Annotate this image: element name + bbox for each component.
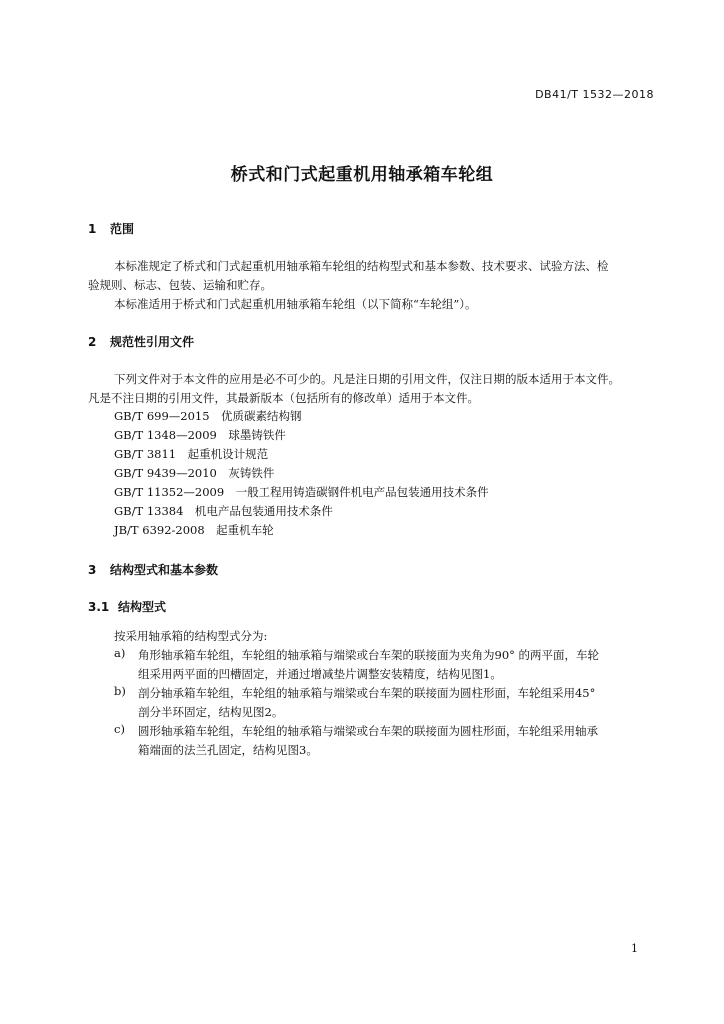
section-3-heading — [88, 561, 218, 578]
paragraph-line: 验规则、标志、包装、运输和贮存。 — [88, 278, 272, 292]
reference-item: GB/T 9439—2010 灰铸铁件 — [114, 466, 275, 480]
list-item-marker: b) — [114, 684, 126, 698]
page-number: 1 — [631, 942, 638, 955]
document-code: DB41/T 1532—2018 — [535, 88, 654, 101]
paragraph-line: 本标准适用于桥式和门式起重机用轴承箱车轮组（以下简称“车轮组”）。 — [114, 297, 477, 311]
section-title: 规范性引用文件 — [110, 335, 195, 349]
subsection-title: 结构型式 — [118, 600, 167, 614]
paragraph-line: 凡是不注日期的引用文件，其最新版本（包括所有的修改单）适用于本文件。 — [88, 391, 479, 405]
list-item-marker: c) — [114, 722, 125, 736]
document-title: 桥式和门式起重机用轴承箱车轮组 — [230, 165, 494, 185]
reference-item: GB/T 3811 起重机设计规范 — [114, 447, 269, 461]
list-item-line: 剖分半环固定，结构见图2。 — [138, 705, 284, 719]
paragraph-line: 按采用轴承箱的结构型式分为: — [114, 629, 268, 643]
subsection-number: 3.1 — [88, 600, 110, 614]
reference-item: GB/T 11352—2009 一般工程用铸造碳钢件机电产品包装通用技术条件 — [114, 485, 489, 499]
section-2-heading — [88, 333, 194, 350]
section-number: 1 — [88, 222, 97, 236]
subsection-3-1-heading — [88, 598, 166, 615]
list-item-line: 角形轴承箱车轮组，车轮组的轴承箱与端梁或台车架的联接面为夹角为90° 的两平面，车轮 — [138, 648, 600, 662]
list-item-line: 圆形轴承箱车轮组，车轮组的轴承箱与端梁或台车架的联接面为圆柱形面，车轮组采用轴承 — [138, 724, 598, 738]
paragraph-line: 下列文件对于本文件的应用是必不可少的。凡是注日期的引用文件，仅注日期的版本适用于本文件。 — [114, 372, 620, 386]
list-item-line: 箱端面的法兰孔固定，结构见图3。 — [138, 743, 318, 757]
reference-item: GB/T 1348—2009 球墨铸铁件 — [114, 428, 286, 442]
list-item-marker: a) — [114, 646, 126, 660]
section-1-heading — [88, 220, 134, 237]
section-title: 结构型式和基本参数 — [110, 563, 219, 577]
reference-item: JB/T 6392-2008 起重机车轮 — [114, 523, 274, 537]
reference-item: GB/T 13384 机电产品包装通用技术条件 — [114, 504, 333, 518]
reference-item: GB/T 699—2015 优质碳素结构钢 — [114, 409, 302, 423]
paragraph-line: 本标准规定了桥式和门式起重机用轴承箱车轮组的结构型式和基本参数、技术要求、试验方法、检 — [114, 259, 609, 273]
list-item-line: 剖分轴承箱车轮组，车轮组的轴承箱与端梁或台车架的联接面为圆柱形面，车轮组采用45° — [138, 686, 596, 700]
section-title: 范围 — [110, 222, 135, 236]
section-number: 3 — [88, 563, 97, 577]
section-number: 2 — [88, 335, 97, 349]
list-item-line: 组采用两平面的凹槽固定，并通过增减垫片调整安装精度，结构见图1。 — [138, 667, 502, 681]
